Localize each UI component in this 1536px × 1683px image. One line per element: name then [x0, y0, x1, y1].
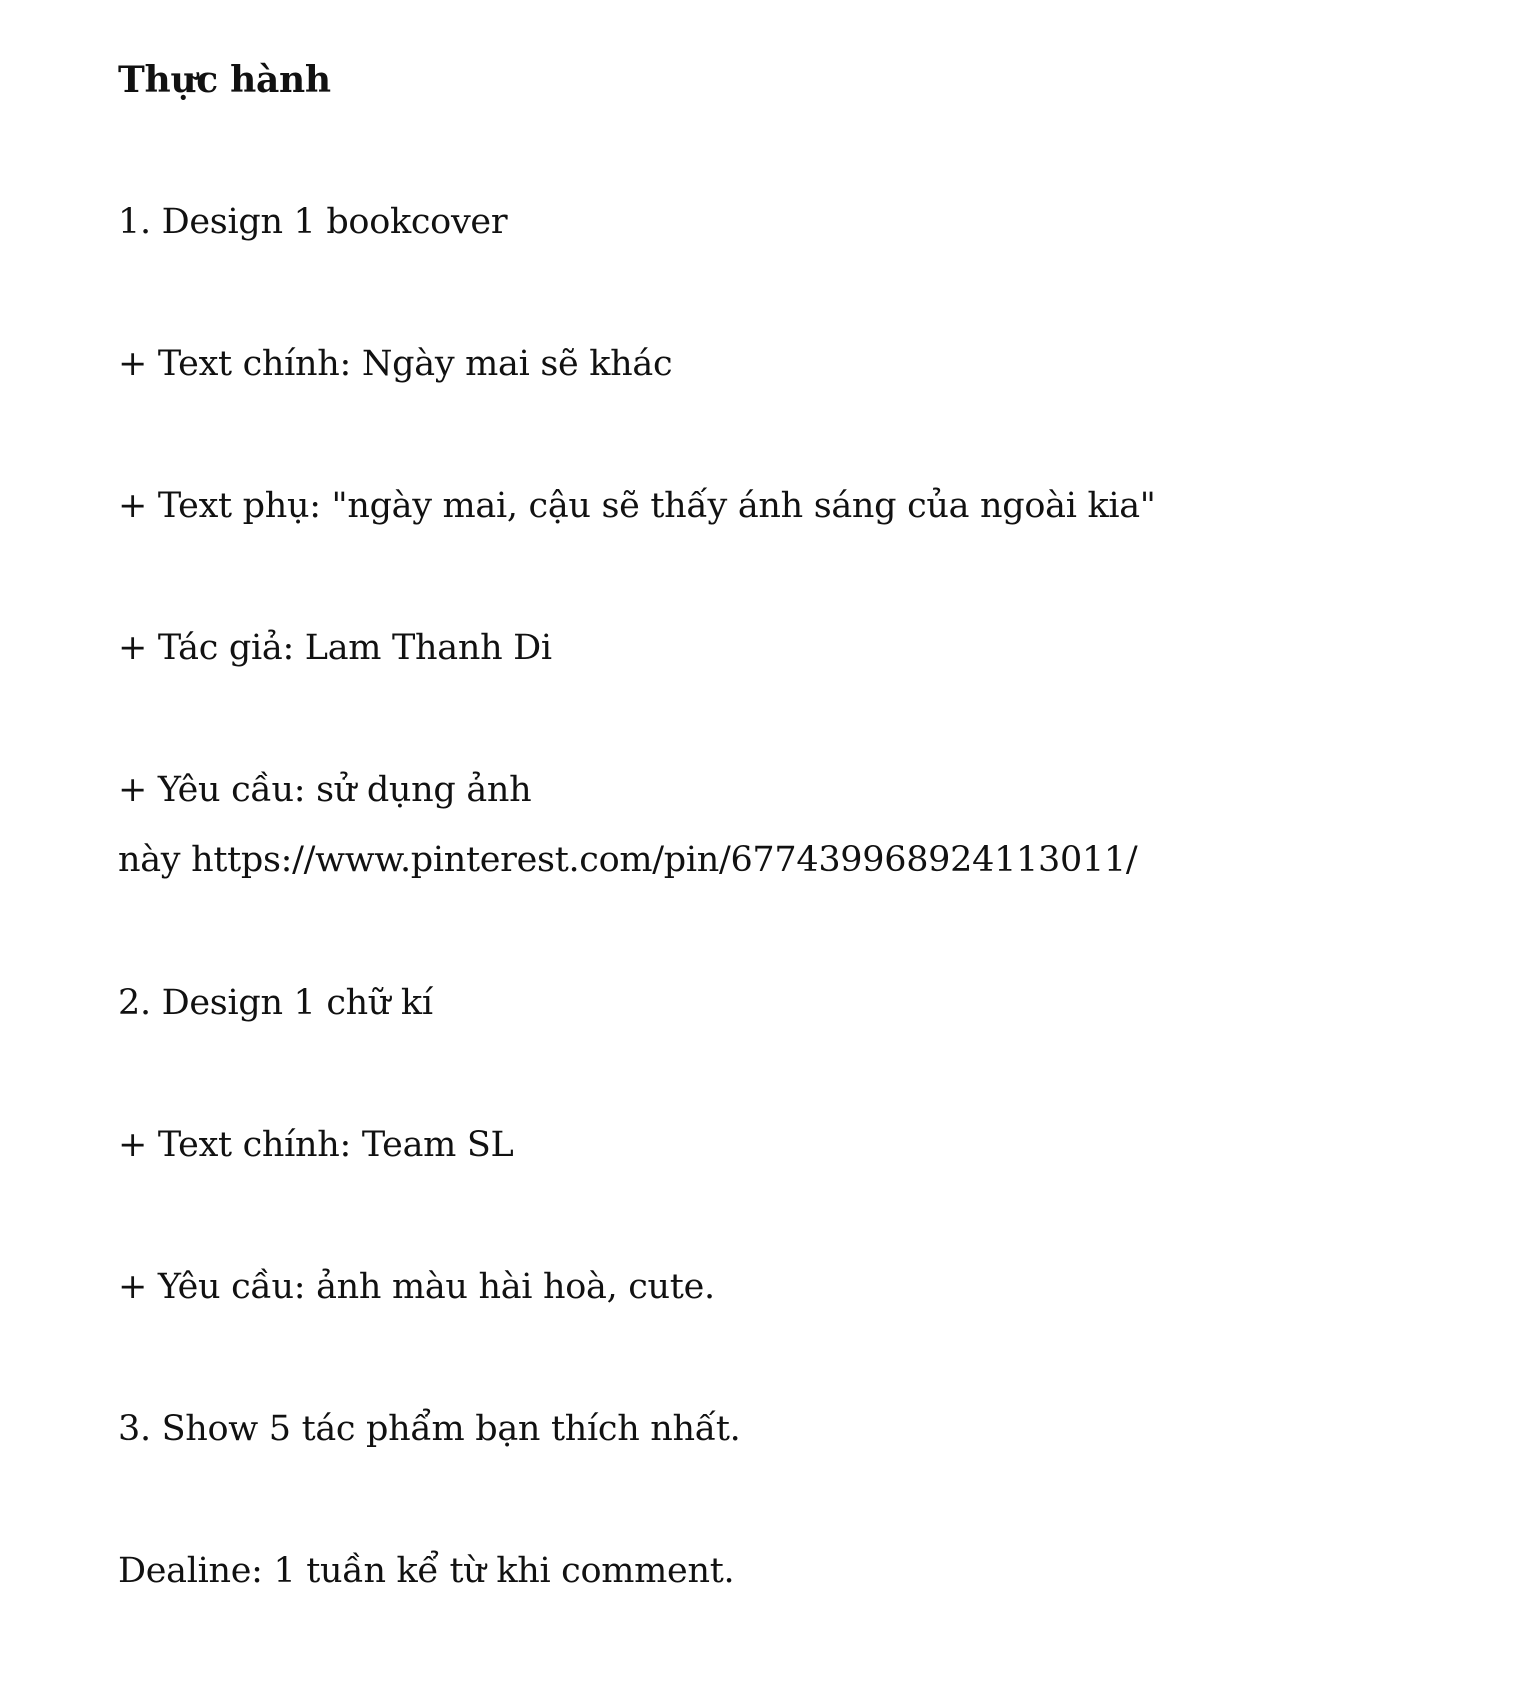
task-1-sub-text: + Text phụ: "ngày mai, cậu sẽ thấy ánh sáng của ngoài kia": [118, 486, 1156, 526]
task-1-heading: 1. Design 1 bookcover: [118, 202, 508, 242]
task-1-author: + Tác giả: Lam Thanh Di: [118, 628, 552, 668]
task-1-requirement-link: này https://www.pinterest.com/pin/677439968924113011/: [118, 840, 1138, 880]
task-2-main-text: + Text chính: Team SL: [118, 1125, 514, 1165]
task-2-heading: 2. Design 1 chữ kí: [118, 983, 433, 1023]
deadline-text: Dealine: 1 tuần kể từ khi comment.: [118, 1551, 735, 1591]
task-1-main-text: + Text chính: Ngày mai sẽ khác: [118, 344, 673, 384]
task-2-requirement: + Yêu cầu: ảnh màu hài hoà, cute.: [118, 1267, 715, 1307]
task-1-requirement: + Yêu cầu: sử dụng ảnh: [118, 770, 532, 810]
document-title: Thực hành: [118, 59, 331, 101]
task-3-heading: 3. Show 5 tác phẩm bạn thích nhất.: [118, 1409, 741, 1449]
